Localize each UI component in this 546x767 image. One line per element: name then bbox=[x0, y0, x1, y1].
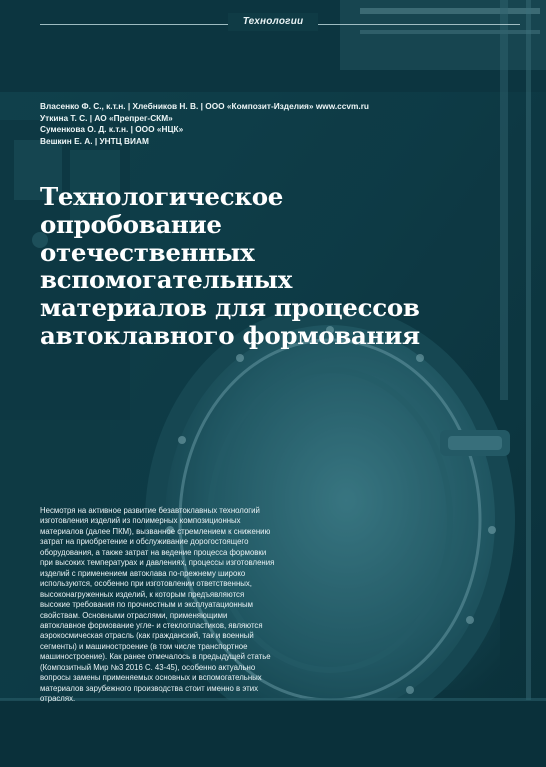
body-line: вопросы замены применяемых основных и вспомогательных bbox=[40, 673, 262, 683]
author-line: Уткина Т. С. | АО «Препрег-СКМ» bbox=[40, 112, 173, 123]
lead-paragraph bbox=[40, 506, 335, 705]
body-line: используются, особенно при изготовлении ответственных, bbox=[40, 579, 252, 589]
body-line: при высоких температурах и давлениях, процессы изготовления bbox=[40, 558, 275, 568]
title-line: автоклавного формования bbox=[40, 320, 420, 350]
title-line: опробование bbox=[40, 209, 222, 239]
author-list bbox=[40, 101, 510, 147]
article-title bbox=[40, 183, 520, 350]
body-line: машиностроение). Как ранее отмечалось в предыдущей статье bbox=[40, 652, 271, 662]
body-line: аэрокосмическая отрасль (как гражданский, так и военный bbox=[40, 631, 254, 641]
title-line: вспомогательных bbox=[40, 265, 292, 295]
title-line: отечественных bbox=[40, 237, 255, 267]
body-line: (Композитный Мир №3 2016 С. 43-45), особенно актуально bbox=[40, 662, 256, 672]
title-line: материалов для процессов bbox=[40, 293, 420, 323]
body-line: изготовления изделий из полимерных композиционных bbox=[40, 516, 241, 526]
author-line: Власенко Ф. С., к.т.н. | Хлебников Н. В. | ООО «Композит-Изделия» www.ccvm.ru bbox=[40, 101, 370, 111]
body-line: материалов (далее ПКМ), вызванное стремлением к снижению bbox=[40, 526, 271, 536]
author-line: Суменкова О. Д. к.т.н. | ООО «НЦК» bbox=[40, 124, 184, 135]
section-label: Технологии bbox=[228, 13, 318, 31]
body-line: изделий с применением автоклава по-прежнему широко bbox=[40, 568, 246, 578]
body-line: свойствам. Основными отраслями, применяющими bbox=[40, 610, 228, 620]
body-line: сегменты) и машиностроение (в том числе транспортное bbox=[40, 641, 248, 651]
title-line: Технологическое bbox=[40, 182, 284, 211]
body-line: затрат на приобретение и обслуживание дорогостоящего bbox=[40, 537, 249, 547]
body-line: оборудования, а также затрат на ведение процесса формовки bbox=[40, 547, 267, 557]
body-line: высокие требования по прочностным и эксплуатационным bbox=[40, 600, 253, 610]
author-line: Вешкин Е. А. | УНТЦ ВИАМ bbox=[40, 135, 149, 146]
body-line: материалов зарубежного производства стоит именно в этих bbox=[40, 683, 258, 693]
body-line: высоконагруженных изделий, к которым предъявляются bbox=[40, 589, 245, 599]
body-line: отраслях. bbox=[40, 694, 76, 704]
body-line: Несмотря на активное развитие безавтоклавных технологий bbox=[40, 506, 260, 515]
body-line: автоклавное формование угле- и стеклопластиков, являются bbox=[40, 620, 263, 630]
